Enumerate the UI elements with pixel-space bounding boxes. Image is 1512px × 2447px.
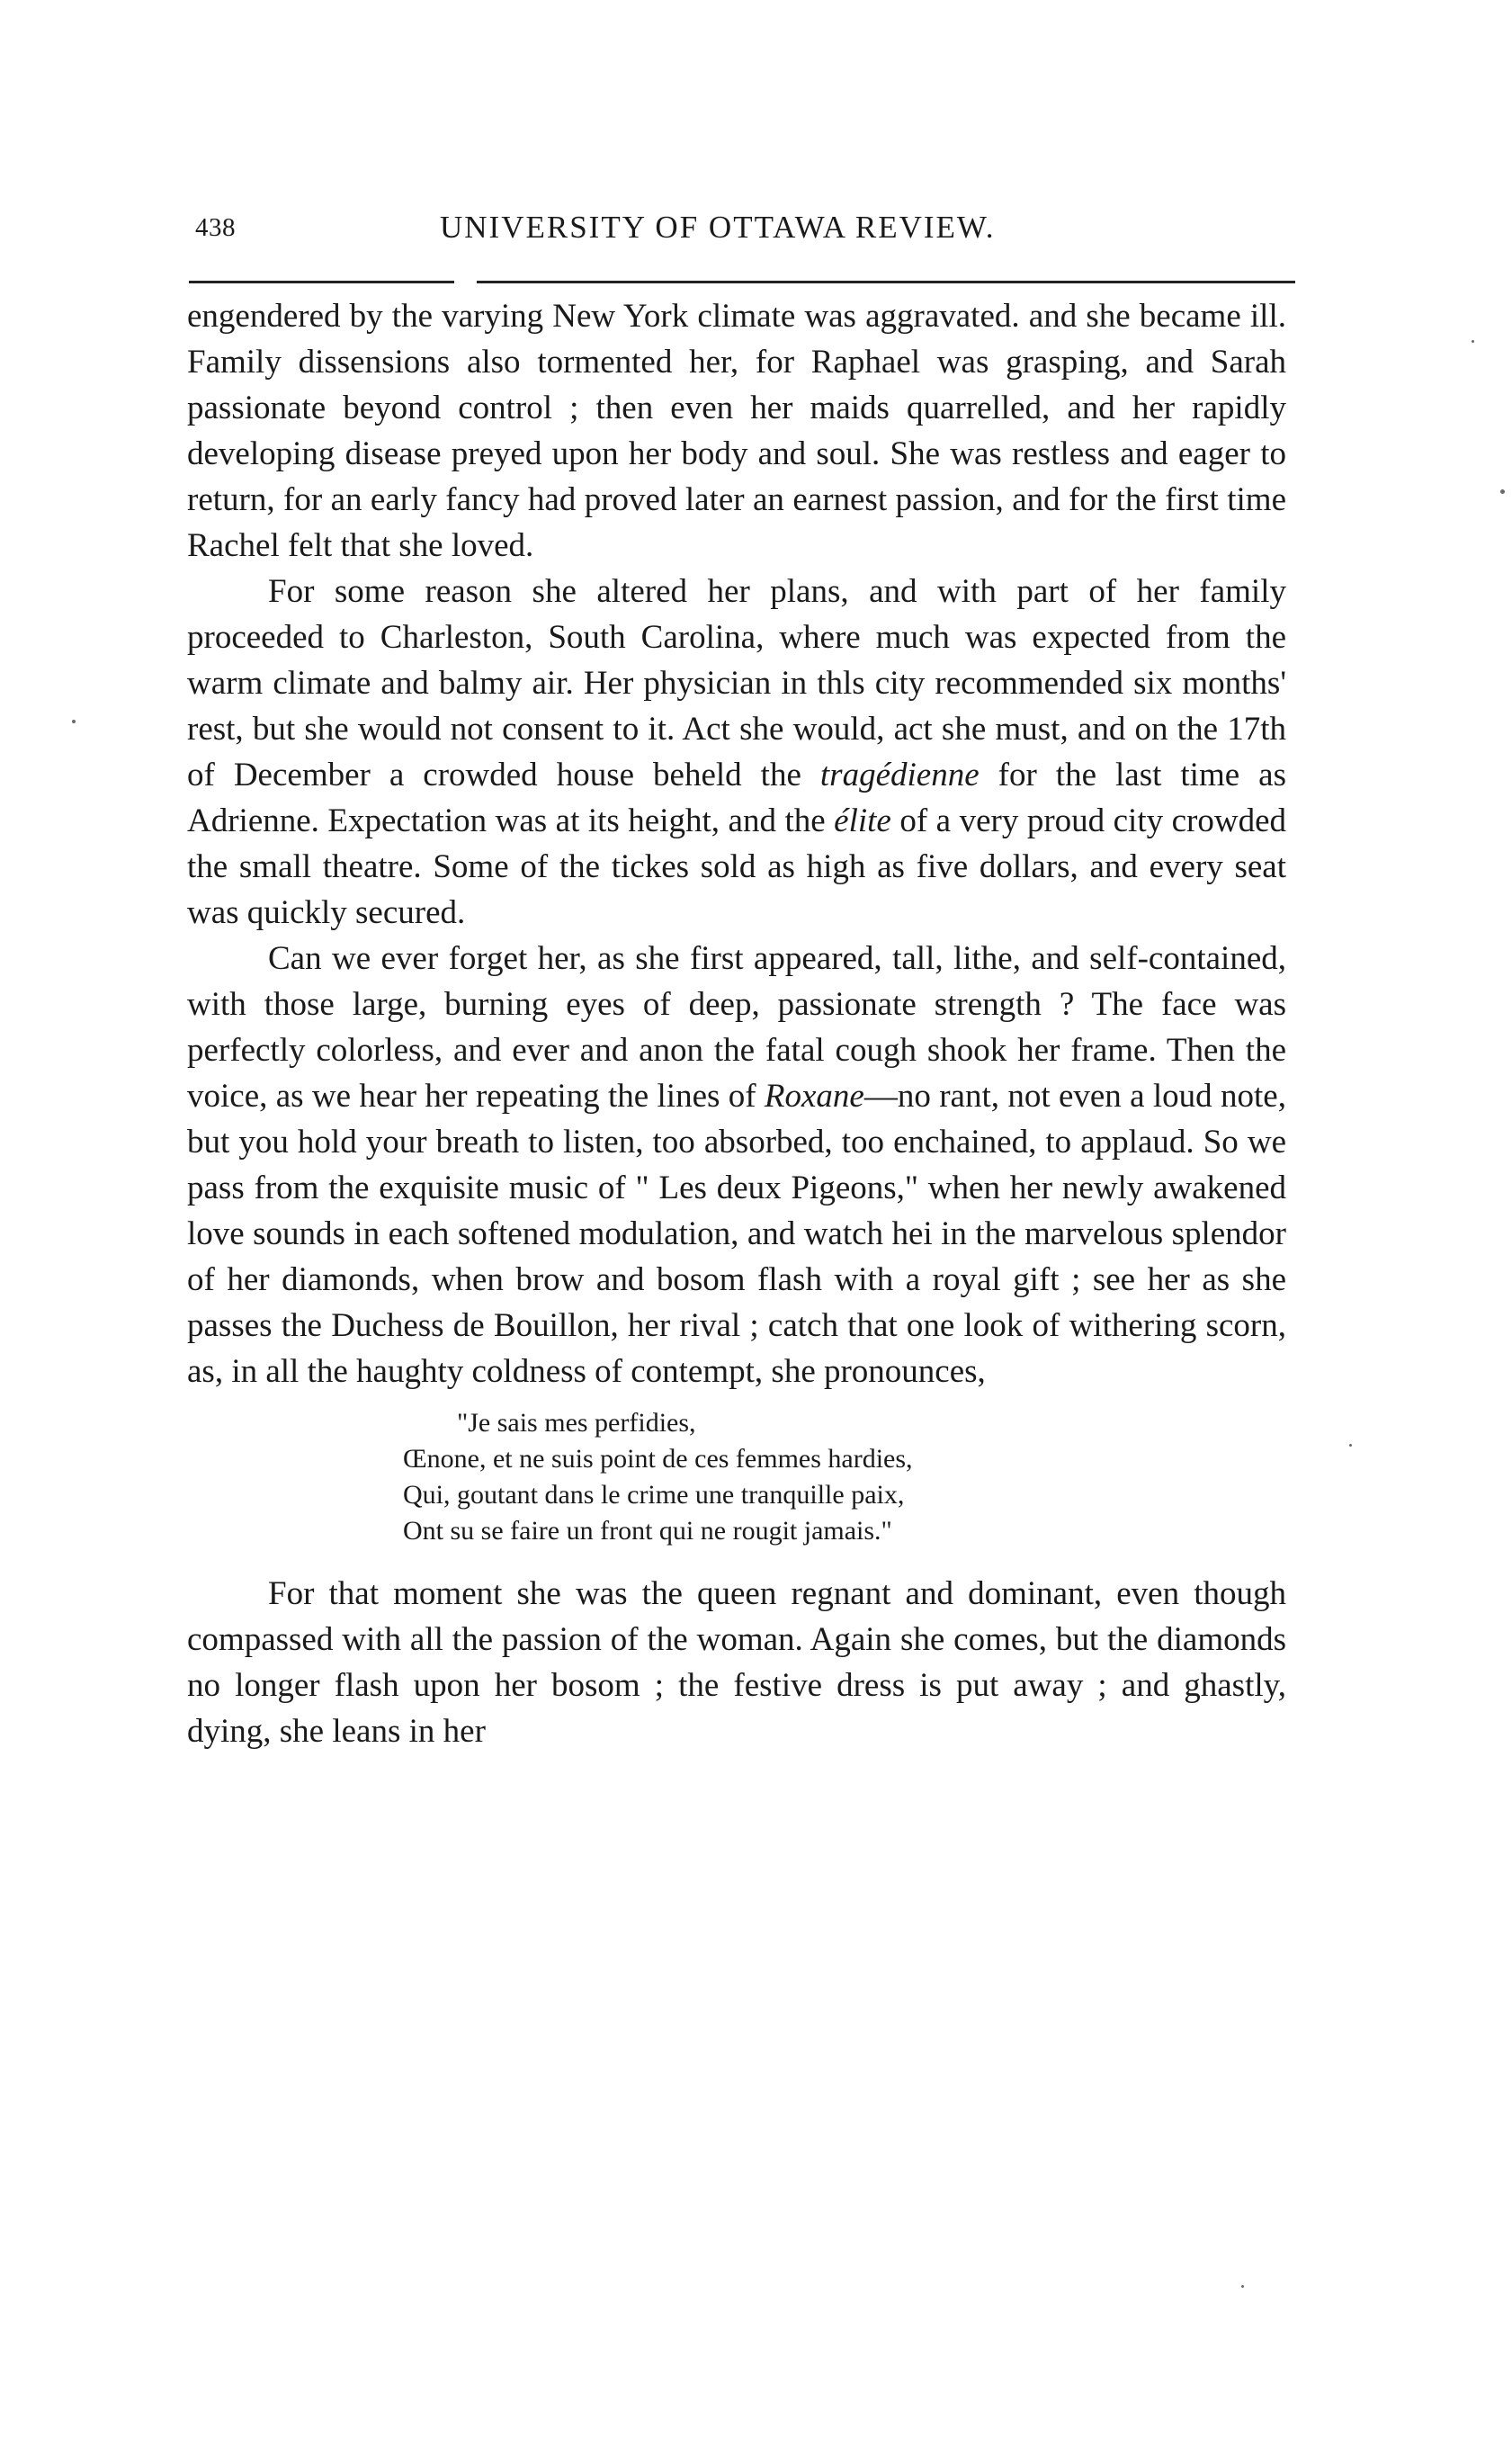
paragraph-3-text-a: Can we ever forget her, as she first appeared, tall, lithe, and self-contained, with those large, burning eyes of deep, passionate strength ? The face was perfectly colorless, and ever and anon the fatal cough shook her frame. Then the voice, as we hear her repeating the lines of [187,940,1286,1115]
paragraph-2-text-c: of a very proud city crowded the small theatre. Some of the tickes sold as high as five dollars, and every seat was quickly secured. [187,802,1286,931]
page-header [183,210,1262,255]
header-rule-left [189,281,454,283]
page-number: 438 [195,213,236,242]
scan-speck [72,720,76,723]
emphasis-elite: élite [834,802,891,839]
verse-quotation [403,1405,1286,1549]
scan-speck [1472,340,1474,343]
paragraph-2 [187,569,1286,936]
verse-line-1: "Je sais mes perfidies, [457,1408,696,1438]
scan-speck [1500,489,1505,494]
scan-speck [1241,2285,1244,2288]
paragraph-2-text-a: For some reason she altered her plans, and with part of her family proceeded to Charleston, South Carolina, where much was expected from the warm climate and balmy air. Her physician in thls city recommended six months' rest, but she would not consent to it. Act she would, act she must, and on the 17th of December a crowded house beheld the [187,573,1286,793]
paragraph-3-text-b: —no rant, not even a loud note, but you hold your breath to listen, too absorbed, too enchained, to applaud. So we pass from the exquisite music of " Les deux Pigeons," when her newly awakened love sounds in each softened modulation, and watch hei in the marvelous splendor of her diamonds, when brow and bosom flash with a royal gift ; see her as she passes the Duchess de Bouillon, her rival ; catch that one look of withering scorn, as, in all the haughty coldness of contempt, she pronounces, [187,1078,1286,1390]
verse-line-2: Œnone, et ne suis point de ces femmes hardies, [403,1444,913,1474]
emphasis-roxane: Roxane [764,1078,864,1115]
running-title: UNIVERSITY OF OTTAWA REVIEW. [440,210,996,245]
paragraph-2-text-b: for the last time as Adrienne. Expectation was at its height, and the [187,757,1286,839]
article-body [187,293,1286,1754]
paragraph-1: engendered by the varying New York climate was aggravated. and she became ill. Family dissensions also tormented her, for Raphael was grasping, and Sarah passionate beyond control ; then even her maids quarrelled, and her rapidly developing disease preyed upon her body and soul. She was restless and eager to return, for an early fancy had proved later an earnest passion, and for the first time Rachel felt that she loved. [187,298,1286,564]
emphasis-tragedienne: tragédienne [819,757,980,793]
paragraph-3 [187,936,1286,1394]
verse-line-4: Ont su se faire un front qui ne rougit jamais." [403,1516,892,1546]
paragraph-4: For that moment she was the queen regnant and dominant, even though compassed with all the passion of the woman. Again she comes, but the diamonds no longer flash upon her bosom ; the festive dress is put away ; and ghastly, dying, she leans in her [187,1575,1286,1750]
header-rule-right [477,281,1295,283]
verse-line-3: Qui, goutant dans le crime une tranquille paix, [403,1480,905,1510]
scan-speck [1349,1444,1352,1447]
